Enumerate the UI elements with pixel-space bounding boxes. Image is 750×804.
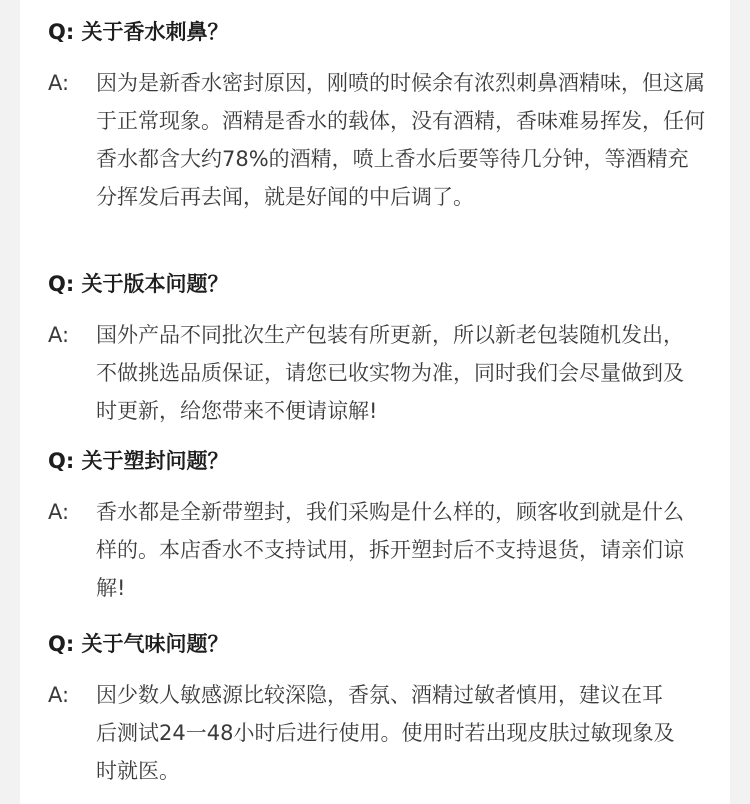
faq-answer [48,676,676,790]
answer-prefix: A: [48,683,70,707]
answer-text: 因少数人敏感源比较深隐，香氛、酒精过敏者慎用，建议在耳后测试24一48小时后进行使用。使用时若出现皮肤过敏现象及时就医。 [96,683,675,783]
answer-text: 香水都是全新带塑封，我们采购是什么样的，顾客收到就是什么样的。本店香水不支持试用，拆开塑封后不支持退货，请亲们谅解! [96,500,684,600]
answer-prefix: A: [48,500,70,524]
answer-prefix: A: [48,71,70,95]
answer-prefix: A: [48,323,70,347]
faq-question: Q: 关于香水刺鼻？ [48,20,229,44]
faq-item-scent [48,630,718,790]
faq-question: Q: 关于版本问题？ [48,272,229,296]
faq-item-version [48,270,718,430]
faq-answer [48,316,696,430]
answer-text: 因为是新香水密封原因，刚喷的时候余有浓烈刺鼻酒精味，但这属于正常现象。酒精是香水的载体，没有酒精，香味难易挥发，任何香水都含大约78%的酒精，喷上香水后要等待几分钟，等酒精充分挥发后再去闻，就是好闻的中后调了。 [96,71,705,209]
faq-question: Q: 关于塑封问题？ [48,449,229,473]
answer-text: 国外产品不同批次生产包装有所更新，所以新老包装随机发出，不做挑选品质保证，请您已收实物为准，同时我们会尽量做到及时更新，给您带来不便请谅解! [96,323,684,423]
faq-answer [48,64,708,216]
faq-item-perfume-smell [48,18,718,216]
faq-item-seal [48,447,718,607]
faq-answer [48,493,696,607]
faq-question: Q: 关于气味问题？ [48,632,229,656]
